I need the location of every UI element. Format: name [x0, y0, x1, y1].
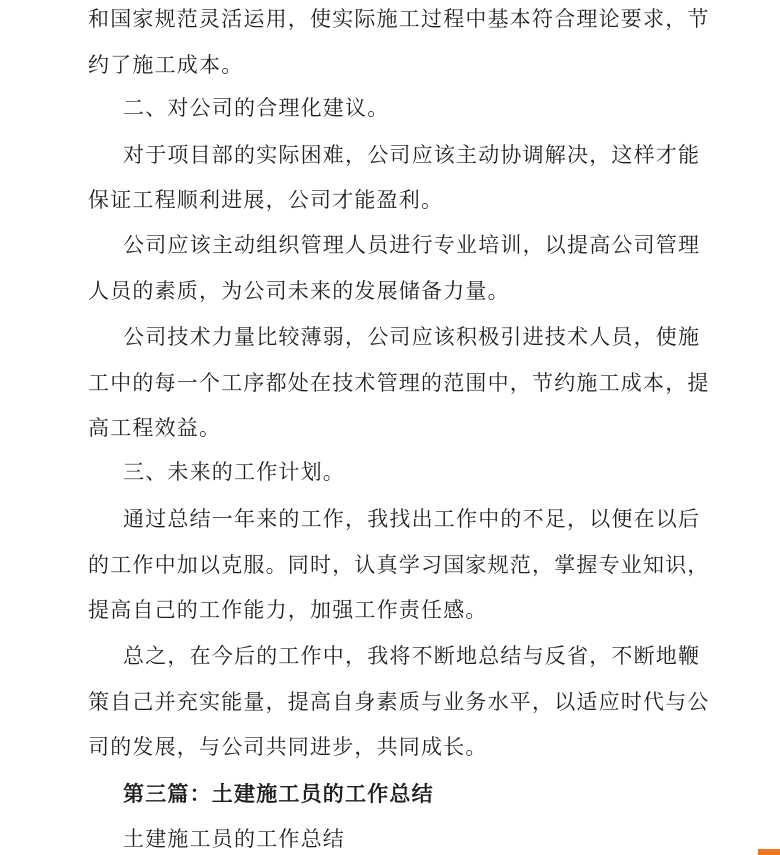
paragraph-line: 策自己并充实能量，提高自身素质与业务水平，以适应时代与公	[88, 690, 710, 714]
paragraph-line: 司的发展，与公司共同进步，共同成长。	[88, 735, 488, 759]
paragraph-line: 和国家规范灵活运用，使实际施工过程中基本符合理论要求，节	[88, 7, 710, 31]
paragraph-line: 通过总结一年来的工作，我找出工作中的不足，以便在以后	[123, 507, 701, 531]
paragraph-line: 公司技术力量比较薄弱，公司应该积极引进技术人员，使施	[123, 325, 701, 349]
paragraph-line: 的工作中加以克服。同时，认真学习国家规范，掌握专业知识，	[88, 553, 710, 577]
paragraph-line: 提高自己的工作能力，加强工作责任感。	[88, 598, 488, 622]
corner-accent-mark	[758, 849, 780, 855]
section-heading: 三、未来的工作计划。	[123, 460, 345, 484]
paragraph-line: 保证工程顺利进展，公司才能盈利。	[88, 188, 444, 212]
paragraph-line: 对于项目部的实际困难，公司应该主动协调解决，这样才能	[123, 143, 701, 167]
section-heading: 二、对公司的合理化建议。	[123, 96, 390, 120]
paragraph-line: 人员的素质，为公司未来的发展储备力量。	[88, 279, 510, 303]
paragraph-line: 工中的每一个工序都处在技术管理的范围中，节约施工成本，提	[88, 371, 710, 395]
paragraph-line: 高工程效益。	[88, 416, 222, 440]
paragraph-line: 总之，在今后的工作中，我将不断地总结与反省，不断地鞭	[123, 644, 701, 668]
paragraph-line: 约了施工成本。	[88, 53, 244, 77]
chapter-title: 第三篇：土建施工员的工作总结	[123, 782, 434, 806]
paragraph-line: 公司应该主动组织管理人员进行专业培训，以提高公司管理	[123, 233, 701, 257]
subtitle-line: 土建施工员的工作总结	[123, 827, 345, 851]
